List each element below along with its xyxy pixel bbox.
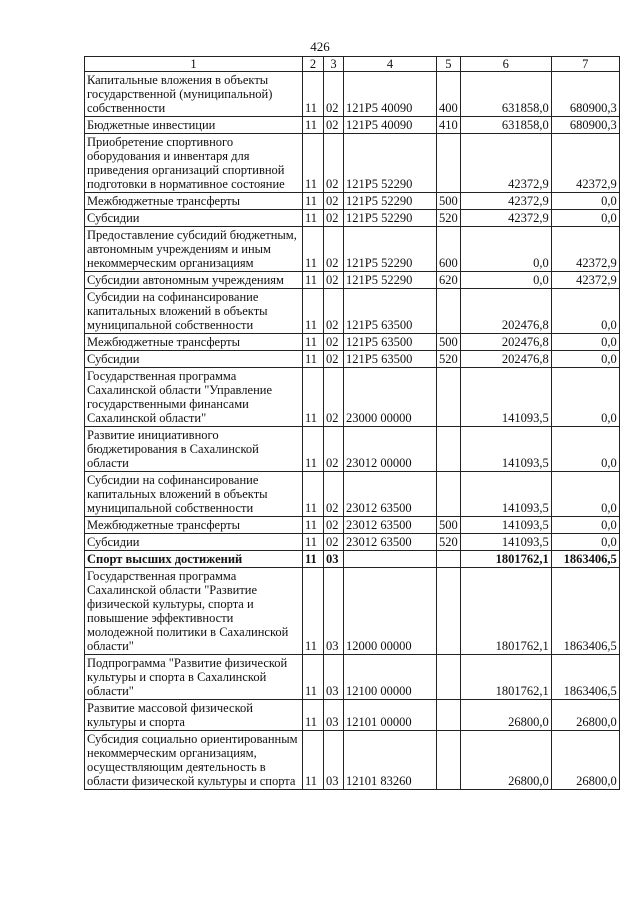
table-row [85, 427, 620, 472]
section-code-cell: 11 [303, 351, 324, 368]
item-name-cell: Межбюджетные трансферты [85, 193, 303, 210]
amount-col7-cell: 42372,9 [551, 272, 619, 289]
table-row [85, 193, 620, 210]
target-article-cell: 121P5 63500 [344, 334, 437, 351]
section-code-cell: 11 [303, 551, 324, 568]
amount-col7-cell: 0,0 [551, 472, 619, 517]
target-article-cell: 121P5 40090 [344, 117, 437, 134]
item-name-cell: Государственная программа Сахалинской области "Управление государственными финансами Сахалинской области" [85, 368, 303, 427]
subsection-code-cell: 02 [324, 272, 344, 289]
target-article-cell: 12100 00000 [344, 655, 437, 700]
amount-col7-cell: 42372,9 [551, 134, 619, 193]
target-article-cell: 23012 00000 [344, 427, 437, 472]
header-cell: 3 [324, 57, 344, 72]
item-name-cell: Предоставление субсидий бюджетным, автономным учреждениям и иным некоммерческим организациям [85, 227, 303, 272]
table-row [85, 272, 620, 289]
section-code-cell: 11 [303, 731, 324, 790]
subsection-code-cell: 02 [324, 289, 344, 334]
item-name-cell: Капитальные вложения в объекты государственной (муниципальной) собственности [85, 72, 303, 117]
section-code-cell: 11 [303, 117, 324, 134]
amount-col6-cell: 0,0 [460, 272, 551, 289]
amount-col6-cell: 631858,0 [460, 72, 551, 117]
table-row [85, 568, 620, 655]
item-name-cell: Субсидии [85, 210, 303, 227]
subsection-code-cell: 02 [324, 427, 344, 472]
expense-type-cell: 500 [437, 517, 461, 534]
table-row [85, 731, 620, 790]
amount-col6-cell: 141093,5 [460, 517, 551, 534]
section-code-cell: 11 [303, 72, 324, 117]
expense-type-cell [437, 289, 461, 334]
target-article-cell: 23000 00000 [344, 368, 437, 427]
amount-col7-cell: 26800,0 [551, 700, 619, 731]
header-cell: 4 [344, 57, 437, 72]
target-article-cell: 121P5 40090 [344, 72, 437, 117]
item-name-cell: Развитие инициативного бюджетирования в Сахалинской области [85, 427, 303, 472]
subsection-code-cell: 02 [324, 227, 344, 272]
amount-col7-cell: 0,0 [551, 334, 619, 351]
section-code-cell: 11 [303, 655, 324, 700]
section-code-cell: 11 [303, 210, 324, 227]
item-name-cell: Государственная программа Сахалинской области "Развитие физической культуры, спорта и повышение эффективности молодежной политики в Сахалинской области" [85, 568, 303, 655]
target-article-cell: 121P5 52290 [344, 272, 437, 289]
subsection-code-cell: 02 [324, 210, 344, 227]
amount-col7-cell: 680900,3 [551, 117, 619, 134]
subsection-code-cell: 03 [324, 731, 344, 790]
table-row [85, 289, 620, 334]
expense-type-cell [437, 472, 461, 517]
section-code-cell: 11 [303, 227, 324, 272]
amount-col6-cell: 202476,8 [460, 334, 551, 351]
expense-type-cell: 500 [437, 334, 461, 351]
subsection-code-cell: 02 [324, 517, 344, 534]
expense-type-cell: 600 [437, 227, 461, 272]
expense-type-cell [437, 551, 461, 568]
page-number: 426 [310, 39, 330, 54]
item-name-cell: Межбюджетные трансферты [85, 334, 303, 351]
expense-type-cell: 520 [437, 534, 461, 551]
target-article-cell: 121P5 63500 [344, 289, 437, 334]
header-cell: 7 [551, 57, 619, 72]
expense-type-cell [437, 134, 461, 193]
subsection-code-cell: 03 [324, 551, 344, 568]
table-header-row [85, 57, 620, 72]
section-code-cell: 11 [303, 289, 324, 334]
item-name-cell: Субсидии на софинансирование капитальных вложений в объекты муниципальной собственности [85, 472, 303, 517]
amount-col6-cell: 141093,5 [460, 472, 551, 517]
section-code-cell: 11 [303, 427, 324, 472]
table-row [85, 117, 620, 134]
item-name-cell: Субсидия социально ориентированным некоммерческим организациям, осуществляющим деятельность в области физической культуры и спорта [85, 731, 303, 790]
subsection-code-cell: 02 [324, 351, 344, 368]
item-name-cell: Бюджетные инвестиции [85, 117, 303, 134]
item-name-cell: Межбюджетные трансферты [85, 517, 303, 534]
expense-type-cell [437, 655, 461, 700]
subsection-code-cell: 02 [324, 117, 344, 134]
amount-col7-cell: 26800,0 [551, 731, 619, 790]
expense-type-cell: 620 [437, 272, 461, 289]
header-cell: 6 [460, 57, 551, 72]
subsection-code-cell: 02 [324, 534, 344, 551]
subsection-code-cell: 02 [324, 334, 344, 351]
item-name-cell: Приобретение спортивного оборудования и инвентаря для приведения организаций спортивной подготовки в нормативное состояние [85, 134, 303, 193]
amount-col7-cell: 0,0 [551, 351, 619, 368]
section-code-cell: 11 [303, 517, 324, 534]
item-name-cell: Субсидии автономным учреждениям [85, 272, 303, 289]
budget-table [84, 56, 620, 790]
amount-col7-cell: 0,0 [551, 427, 619, 472]
target-article-cell: 121P5 52290 [344, 193, 437, 210]
expense-type-cell [437, 731, 461, 790]
subsection-code-cell: 02 [324, 368, 344, 427]
amount-col6-cell: 1801762,1 [460, 551, 551, 568]
target-article-cell: 23012 63500 [344, 517, 437, 534]
table-row [85, 334, 620, 351]
expense-type-cell [437, 427, 461, 472]
subsection-code-cell: 03 [324, 568, 344, 655]
target-article-cell [344, 551, 437, 568]
table-row [85, 517, 620, 534]
section-code-cell: 11 [303, 568, 324, 655]
section-code-cell: 11 [303, 700, 324, 731]
table-row [85, 134, 620, 193]
expense-type-cell [437, 368, 461, 427]
amount-col7-cell: 0,0 [551, 368, 619, 427]
amount-col6-cell: 26800,0 [460, 731, 551, 790]
amount-col7-cell: 0,0 [551, 517, 619, 534]
table-row [85, 227, 620, 272]
item-name-cell: Развитие массовой физической культуры и спорта [85, 700, 303, 731]
item-name-cell: Подпрограмма "Развитие физической культуры и спорта в Сахалинской области" [85, 655, 303, 700]
target-article-cell: 12101 83260 [344, 731, 437, 790]
target-article-cell: 12000 00000 [344, 568, 437, 655]
amount-col6-cell: 1801762,1 [460, 655, 551, 700]
table-row [85, 368, 620, 427]
subsection-code-cell: 03 [324, 700, 344, 731]
amount-col7-cell: 0,0 [551, 210, 619, 227]
table-row [85, 551, 620, 568]
target-article-cell: 23012 63500 [344, 534, 437, 551]
amount-col7-cell: 1863406,5 [551, 655, 619, 700]
section-code-cell: 11 [303, 472, 324, 517]
item-name-cell: Субсидии [85, 351, 303, 368]
item-name-cell: Субсидии [85, 534, 303, 551]
amount-col7-cell: 680900,3 [551, 72, 619, 117]
target-article-cell: 121P5 52290 [344, 210, 437, 227]
item-name-cell: Спорт высших достижений [85, 551, 303, 568]
section-code-cell: 11 [303, 193, 324, 210]
section-code-cell: 11 [303, 534, 324, 551]
amount-col6-cell: 26800,0 [460, 700, 551, 731]
amount-col6-cell: 202476,8 [460, 289, 551, 334]
subsection-code-cell: 02 [324, 134, 344, 193]
section-code-cell: 11 [303, 272, 324, 289]
target-article-cell: 12101 00000 [344, 700, 437, 731]
amount-col7-cell: 42372,9 [551, 227, 619, 272]
expense-type-cell: 520 [437, 351, 461, 368]
amount-col7-cell: 1863406,5 [551, 551, 619, 568]
amount-col7-cell: 0,0 [551, 289, 619, 334]
expense-type-cell: 520 [437, 210, 461, 227]
section-code-cell: 11 [303, 368, 324, 427]
expense-type-cell: 400 [437, 72, 461, 117]
table-row [85, 655, 620, 700]
item-name-cell: Субсидии на софинансирование капитальных вложений в объекты муниципальной собственности [85, 289, 303, 334]
table-row [85, 534, 620, 551]
header-cell: 5 [437, 57, 461, 72]
amount-col6-cell: 42372,9 [460, 210, 551, 227]
expense-type-cell [437, 568, 461, 655]
header-cell: 2 [303, 57, 324, 72]
subsection-code-cell: 03 [324, 655, 344, 700]
subsection-code-cell: 02 [324, 472, 344, 517]
table-row [85, 351, 620, 368]
amount-col6-cell: 1801762,1 [460, 568, 551, 655]
table-row [85, 700, 620, 731]
target-article-cell: 121P5 52290 [344, 227, 437, 272]
expense-type-cell: 500 [437, 193, 461, 210]
target-article-cell: 23012 63500 [344, 472, 437, 517]
amount-col6-cell: 141093,5 [460, 534, 551, 551]
amount-col6-cell: 202476,8 [460, 351, 551, 368]
amount-col6-cell: 0,0 [460, 227, 551, 272]
subsection-code-cell: 02 [324, 193, 344, 210]
amount-col6-cell: 631858,0 [460, 117, 551, 134]
target-article-cell: 121P5 52290 [344, 134, 437, 193]
amount-col7-cell: 1863406,5 [551, 568, 619, 655]
amount-col7-cell: 0,0 [551, 193, 619, 210]
table-row [85, 210, 620, 227]
table-body [85, 57, 620, 790]
amount-col6-cell: 42372,9 [460, 193, 551, 210]
amount-col7-cell: 0,0 [551, 534, 619, 551]
table-row [85, 72, 620, 117]
amount-col6-cell: 42372,9 [460, 134, 551, 193]
table-row [85, 472, 620, 517]
amount-col6-cell: 141093,5 [460, 368, 551, 427]
subsection-code-cell: 02 [324, 72, 344, 117]
target-article-cell: 121P5 63500 [344, 351, 437, 368]
section-code-cell: 11 [303, 134, 324, 193]
section-code-cell: 11 [303, 334, 324, 351]
amount-col6-cell: 141093,5 [460, 427, 551, 472]
expense-type-cell: 410 [437, 117, 461, 134]
expense-type-cell [437, 700, 461, 731]
header-cell: 1 [85, 57, 303, 72]
